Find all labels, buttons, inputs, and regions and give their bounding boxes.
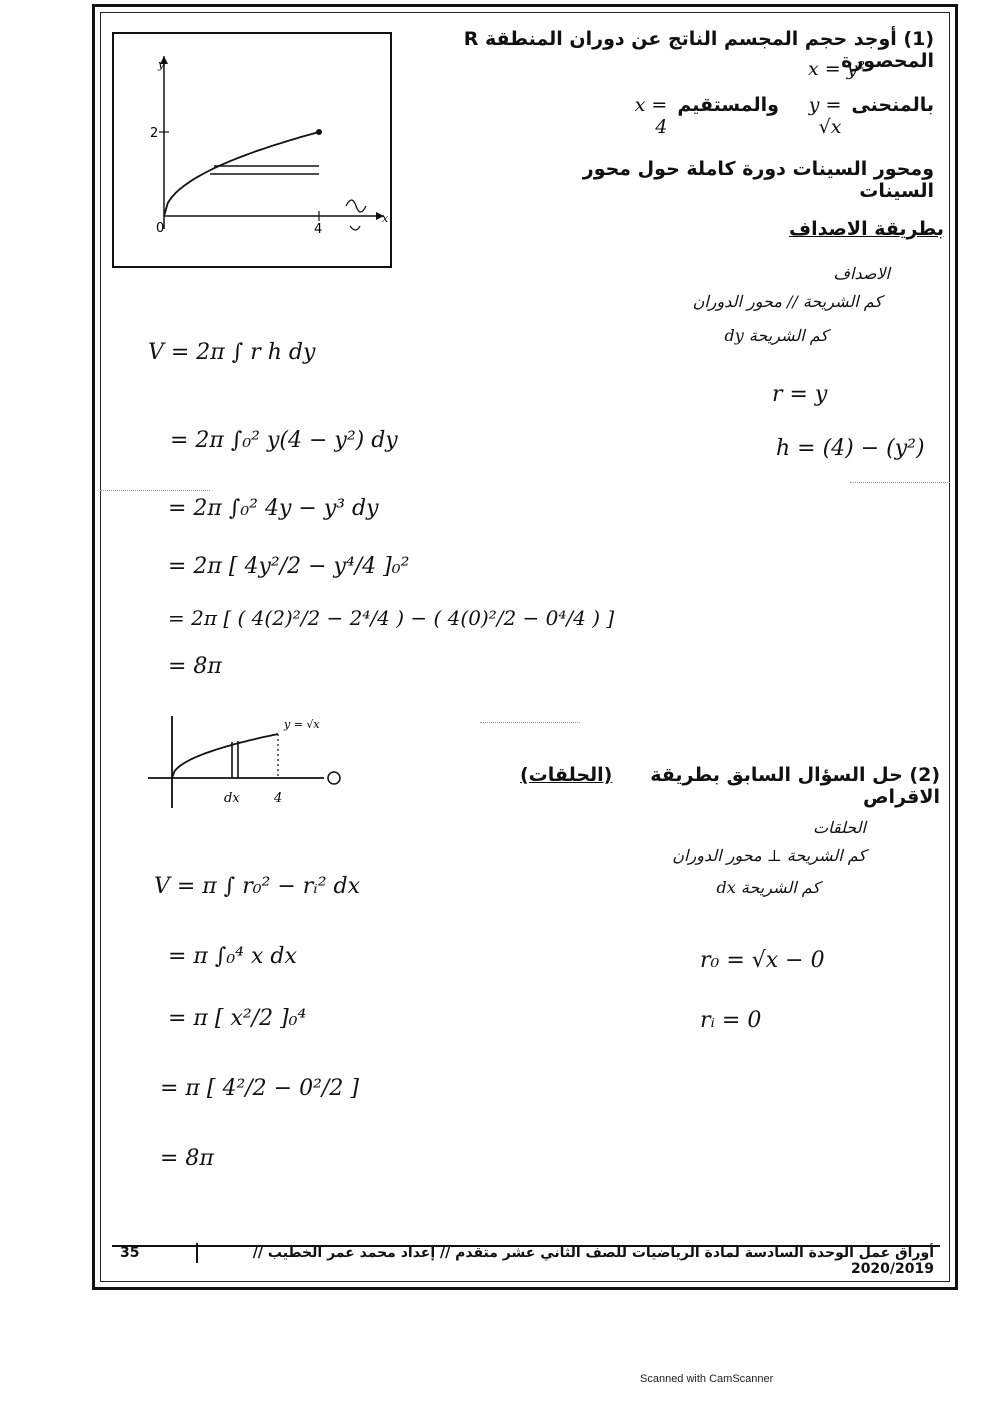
shells-r: r = y — [772, 382, 828, 407]
region-graph — [112, 32, 392, 268]
x-tick-label: 4 — [314, 222, 323, 237]
q1-curve-eq: y = √x — [808, 94, 842, 138]
scan-noise-1 — [100, 490, 210, 491]
washers-note2: كم الشريحة dx — [716, 878, 820, 897]
region-graph-svg — [114, 34, 390, 266]
origin-label: 0 — [156, 221, 165, 236]
y-tick-label: 2 — [150, 126, 159, 141]
y-axis-label: y — [158, 58, 165, 71]
washers-step-1: V = π ∫ r₀² − rᵢ² dx — [154, 874, 361, 899]
q1-annotation: x = y² — [808, 58, 866, 80]
q2-method: (الحلقات) — [520, 764, 613, 786]
q1-line1: (1) أوجد حجم المجسم الناتج عن دوران المنطقة R المحصورة — [463, 28, 934, 72]
q1-line-eq: x = 4 — [634, 94, 668, 138]
washers-note1: كم الشريحة ⊥ محور الدوران — [672, 846, 866, 865]
washers-step-5: = 8π — [160, 1146, 214, 1171]
scan-noise-3 — [480, 722, 580, 723]
sketch-sqrt-curve — [172, 734, 278, 778]
shells-step-6: = 8π — [168, 654, 222, 679]
sketch-x4-label: 4 — [274, 791, 283, 806]
sketch-dx-label: dx — [224, 791, 240, 806]
curve-endpoint — [316, 129, 322, 135]
washers-title: الحلقات — [813, 818, 866, 837]
washers-step-3: = π [ x²/2 ]₀⁴ — [168, 1006, 307, 1031]
rotation-symbol-lower — [350, 226, 360, 230]
washer-sketch-svg — [148, 712, 358, 812]
q2-line — [520, 764, 940, 808]
scan-noise-2 — [850, 482, 950, 483]
shells-step-4: = 2π [ 4y²/2 − y⁴/4 ]₀² — [168, 554, 410, 579]
shells-note1: كم الشريحة // محور الدوران — [692, 292, 882, 311]
q1-line2-mid: والمستقيم — [677, 94, 779, 116]
shells-step-3: = 2π ∫₀² 4y − y³ dy — [168, 496, 379, 521]
footer-text: أوراق عمل الوحدة السادسة لمادة الرياضيات للصف الثاني عشر متقدم // إعداد محمد عمر الخطيب // 2020/2019 — [252, 1245, 934, 1277]
sketch-curve-label: y = √x — [284, 718, 320, 731]
washers-step-2: = π ∫₀⁴ x dx — [168, 944, 297, 969]
scanner-watermark: Scanned with CamScanner — [640, 1373, 774, 1385]
shells-step-1: V = 2π ∫ r h dy — [148, 340, 316, 365]
shells-note2: كم الشريحة dy — [724, 326, 828, 345]
washers-ro: r₀ = √x − 0 — [700, 948, 825, 973]
q1-line2-prefix: بالمنحنى — [851, 94, 934, 116]
q1-method: بطريقة الاصداف — [789, 218, 944, 240]
q1-line2 — [624, 94, 934, 138]
washer-sketch — [148, 712, 358, 812]
rotation-symbol — [346, 200, 366, 212]
sketch-rotation-icon — [328, 772, 340, 784]
page-number: 35 — [120, 1245, 140, 1261]
shells-step-5: = 2π [ ( 4(2)²/2 − 2⁴/4 ) − ( 4(0)²/2 − 0⁴/4 ) ] — [168, 606, 615, 630]
x-axis-label: x — [382, 212, 389, 225]
shells-step-2: = 2π ∫₀² y(4 − y²) dy — [170, 428, 398, 453]
q2-text: (2) حل السؤال السابق بطريقة الاقراص — [650, 764, 940, 808]
shells-h: h = (4) − (y²) — [776, 436, 925, 461]
washers-step-4: = π [ 4²/2 − 0²/2 ] — [160, 1076, 359, 1101]
washers-ri: rᵢ = 0 — [700, 1008, 762, 1033]
shells-title: الاصداف — [833, 264, 890, 283]
q1-line3: ومحور السينات دورة كاملة حول محور السينات — [582, 158, 934, 202]
footer-separator — [196, 1243, 198, 1263]
